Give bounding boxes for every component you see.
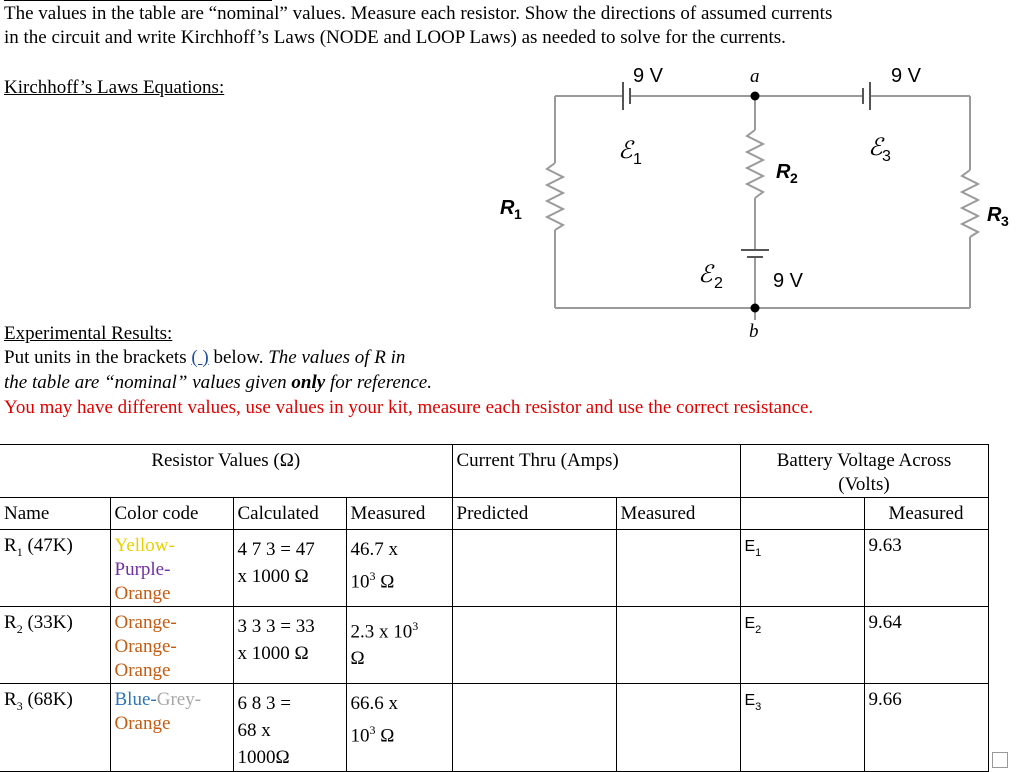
table-row (0, 607, 988, 684)
col-predicted: Predicted (452, 498, 616, 530)
resistor-r2-zigzag (747, 130, 763, 198)
intro-line-2: in the circuit and write Kirchhoff’s Laws (NODE and LOOP Laws) as needed to solve for the currents. (4, 27, 786, 48)
calc-line-2: 68 x (237, 720, 271, 741)
row-predicted-current[interactable] (452, 530, 616, 607)
battery-sub: 1 (755, 546, 762, 559)
e2-symbol: ℰ (698, 262, 713, 288)
row-name (0, 530, 110, 607)
calc-line-2: x 1000 Ω (237, 566, 309, 587)
row-battery-name (740, 530, 864, 607)
row-battery-name (740, 607, 864, 684)
row-name-letter: R (4, 689, 17, 710)
row-name-letter: R (4, 612, 17, 633)
warning-text: You may have different values, use values in your kit, measure each resistor and use the correct resistance. (4, 397, 814, 418)
row-color-code (110, 684, 233, 772)
col-measured-voltage: Measured (864, 498, 988, 530)
equations-heading: Kirchhoff’s Laws Equations: (4, 77, 225, 98)
battery-sub: 2 (755, 623, 762, 636)
row-color-code (110, 607, 233, 684)
col-color-code: Color code (110, 498, 233, 530)
circuit-diagram (490, 58, 1024, 348)
experimental-line-2 (4, 371, 432, 395)
color-band-1: Orange- (114, 612, 177, 633)
header-battery-line-2: (Volts) (838, 474, 890, 495)
row-calculated (233, 684, 346, 772)
table-row (0, 684, 988, 772)
col-name: Name (0, 498, 110, 530)
top-rule (4, 0, 272, 1)
meas-base: 10 (350, 571, 370, 593)
header-battery-line-1: Battery Voltage Across (776, 450, 952, 471)
row-name (0, 684, 110, 772)
row-measured-resistance (346, 684, 452, 772)
e3-symbol: ℰ (868, 135, 883, 161)
resistor-r1-zigzag (547, 163, 563, 230)
header-resistor-text: Resistor Values (Ω) (151, 450, 301, 471)
meas-exponent: 3 (369, 723, 376, 737)
table-subheader-row (0, 498, 988, 530)
col-measured-resistance: Measured (346, 498, 452, 530)
meas-line-1: 46.7 x (350, 539, 398, 560)
r3-subscript: 3 (1001, 213, 1009, 229)
battery-letter: E (744, 538, 756, 555)
row-name (0, 607, 110, 684)
row-measured-resistance (346, 530, 452, 607)
meas-unit: Ω (350, 648, 365, 670)
header-resistor-values (0, 445, 452, 498)
experimental-line-1-c: The values of R in (268, 347, 406, 368)
e1-voltage-label: 9 V (633, 65, 664, 87)
color-band-1: Yellow- (114, 535, 175, 556)
e3-subscript: 3 (882, 148, 891, 165)
row-name-sub: 3 (16, 698, 23, 713)
calc-line-1: 6 8 3 = (237, 693, 291, 714)
row-name-rest: (68K) (22, 689, 73, 710)
calc-line-1: 3 3 3 = 33 (237, 616, 315, 637)
r1-subscript: 1 (514, 206, 522, 222)
color-band-2: Purple- (114, 559, 171, 580)
meas-unit: Ω (375, 571, 395, 593)
r3-label: R (987, 204, 1002, 226)
col-calculated: Calculated (233, 498, 346, 530)
row-color-code (110, 530, 233, 607)
calc-line-1: 4 7 3 = 47 (237, 539, 315, 560)
experimental-line-2-bold: only (291, 372, 326, 393)
row-battery-voltage: 9.64 (864, 607, 988, 684)
experimental-line-2-a: the table are “nominal” values given (4, 372, 292, 393)
row-predicted-current[interactable] (452, 684, 616, 772)
node-b-label: b (749, 321, 759, 342)
e1-subscript: 1 (633, 151, 642, 168)
experimental-line-1 (4, 346, 405, 370)
intro-line-1: The values in the table are “nominal” values. Measure each resistor. Show the directions of assumed currents (4, 3, 833, 24)
header-current (452, 445, 740, 498)
color-band-2: Orange- (114, 636, 177, 657)
battery-letter: E (744, 615, 756, 632)
row-name-sub: 2 (16, 621, 23, 636)
meas-base: 10 (350, 725, 370, 747)
color-band-3: Orange (114, 713, 171, 734)
calc-line-3: 1000Ω (237, 747, 290, 768)
row-name-rest: (47K) (22, 535, 73, 556)
battery-letter: E (744, 692, 756, 709)
row-measured-current[interactable] (616, 684, 740, 772)
row-predicted-current[interactable] (452, 607, 616, 684)
node-a-dot (751, 92, 760, 101)
node-b-dot (751, 304, 760, 313)
row-battery-voltage: 9.66 (864, 684, 988, 772)
row-calculated (233, 607, 346, 684)
resistor-r3-zigzag (962, 170, 978, 237)
e3-voltage-label: 9 V (891, 65, 922, 87)
col-measured-current: Measured (616, 498, 740, 530)
experimental-line-1-b: below. (208, 347, 269, 368)
battery-sub: 3 (755, 700, 762, 713)
e2-voltage-label: 9 V (773, 270, 804, 292)
e2-subscript: 2 (714, 275, 723, 292)
color-band-3: Orange (114, 660, 171, 681)
table-row (0, 530, 988, 607)
row-battery-name (740, 684, 864, 772)
r2-subscript: 2 (790, 170, 798, 186)
meas-exponent: 3 (369, 569, 376, 583)
row-battery-voltage: 9.63 (864, 530, 988, 607)
meas-base: 2.3 x 10 (350, 621, 413, 643)
color-band-2: Grey- (156, 689, 202, 710)
row-name-letter: R (4, 535, 17, 556)
experimental-heading: Experimental Results: (4, 323, 173, 344)
color-band-3: Orange (114, 583, 171, 604)
header-battery (740, 445, 988, 498)
row-measured-current[interactable] (616, 530, 740, 607)
row-name-sub: 1 (16, 544, 23, 559)
col-battery-blank (740, 498, 864, 530)
units-brackets: ( ) (191, 347, 209, 368)
row-name-rest: (33K) (22, 612, 73, 633)
experimental-line-2-b: for reference. (325, 372, 432, 393)
r1-label: R (500, 197, 515, 219)
meas-exponent: 3 (412, 619, 419, 633)
r2-label: R (776, 161, 791, 183)
e1-symbol: ℰ (618, 138, 633, 164)
color-band-1: Blue- (114, 689, 157, 710)
row-measured-resistance (346, 607, 452, 684)
header-current-text: Current Thru (Amps) (456, 450, 619, 471)
resize-handle[interactable] (992, 752, 1008, 768)
experimental-line-1-a: Put units in the brackets (4, 347, 192, 368)
row-measured-current[interactable] (616, 607, 740, 684)
meas-unit: Ω (375, 725, 395, 747)
table-header-row (0, 445, 988, 498)
row-calculated (233, 530, 346, 607)
meas-line-1: 66.6 x (350, 693, 398, 714)
node-a-label: a (750, 66, 760, 87)
calc-line-2: x 1000 Ω (237, 643, 309, 664)
results-table (0, 444, 989, 772)
